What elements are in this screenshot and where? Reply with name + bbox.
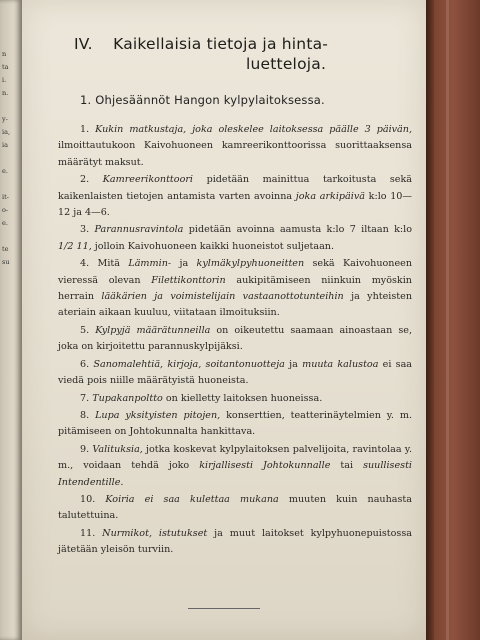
body-text: ilmoittautukoon Kaivohuoneen kamreerikonttoorissa suorittaaksensa määrätyt maksut. bbox=[58, 140, 412, 168]
rule-paragraph bbox=[58, 222, 412, 255]
emphasis-text: Koiria ei saa kulettaa mukana bbox=[105, 493, 279, 505]
rule-paragraph bbox=[58, 122, 412, 171]
body-text: 2. bbox=[80, 174, 103, 186]
body-text: ei saa viedä pois niille määrätyistä huoneista. bbox=[58, 358, 413, 387]
adjacent-page-fragment: e. bbox=[2, 219, 8, 227]
emphasis-text: Kylpyjä määrätunneilla bbox=[95, 324, 211, 336]
body-text: 4. Mitä bbox=[80, 258, 129, 270]
emphasis-text: Tupakanpoltto bbox=[92, 392, 163, 404]
body-text: ja yhteisten ateriain aikaan kuuluu, viitataan ilmoituksiin. bbox=[58, 291, 412, 319]
body-text: pidetään mainittua tarkoitusta sekä kaikenlaisten tietojen antamista varten avoinna bbox=[58, 174, 413, 202]
rule-paragraph bbox=[58, 172, 412, 221]
body-text: ja bbox=[284, 358, 303, 370]
body-text: 6. bbox=[80, 358, 94, 370]
rule-paragraph bbox=[58, 323, 412, 356]
section-title-line1: Kaikellaisia tietoja ja hinta- bbox=[113, 35, 329, 53]
rule-paragraph bbox=[58, 391, 412, 407]
rules-list bbox=[58, 122, 412, 560]
frame-inner-edge bbox=[426, 0, 434, 640]
rule-paragraph bbox=[58, 492, 412, 525]
adjacent-page-fragment: it- bbox=[2, 193, 9, 201]
body-text: 7. bbox=[80, 392, 93, 404]
subsection-heading: 1. Ohjesäännöt Hangon kylpylaitoksessa. bbox=[80, 93, 325, 107]
body-text: jotka koskevat kylpylaitoksen palvelijoita, ravintolaa y. m., voidaan tehdä joko bbox=[58, 443, 412, 472]
emphasis-text: muuta kalustoa bbox=[302, 358, 379, 370]
body-text: 8. bbox=[80, 409, 96, 421]
body-text: 9. bbox=[80, 443, 93, 455]
emphasis-text: Parannusravintola bbox=[94, 224, 184, 236]
body-text: sekä Kaivohuoneen vieressä olevan bbox=[58, 258, 413, 286]
document-page bbox=[22, 0, 426, 640]
emphasis-text: Nurmikot, istutukset bbox=[102, 527, 208, 539]
rule-paragraph bbox=[58, 408, 412, 441]
emphasis-text: joka arkipäivä bbox=[295, 190, 365, 202]
adjacent-page-fragment: su bbox=[2, 258, 10, 266]
body-text: 11. bbox=[80, 527, 103, 539]
body-text: k:lo 10—12 ja 4—6. bbox=[58, 190, 412, 219]
section-number: IV. bbox=[74, 35, 93, 53]
section-title-line2: luetteloja. bbox=[246, 55, 327, 73]
adjacent-page-fragment: te bbox=[2, 245, 9, 253]
divider-line bbox=[188, 608, 260, 609]
adjacent-page-fragment: ia bbox=[2, 141, 8, 149]
adjacent-page-fragment: ta bbox=[2, 63, 9, 71]
section-heading bbox=[74, 34, 404, 74]
adjacent-page-fragment: n. bbox=[2, 89, 9, 97]
emphasis-text: kirjallisesti Johtokunnalle bbox=[199, 460, 331, 472]
body-text: 3. bbox=[80, 224, 95, 236]
body-text: ja bbox=[171, 258, 197, 270]
frame-highlight bbox=[446, 0, 449, 640]
wooden-frame bbox=[434, 0, 480, 640]
emphasis-text: Lupa yksityisten pitojen, bbox=[95, 409, 221, 421]
adjacent-page-fragment: ia, bbox=[2, 128, 11, 136]
emphasis-text: 1/2 11, bbox=[58, 240, 92, 252]
adjacent-page-fragment: e. bbox=[2, 167, 8, 175]
emphasis-text: Kukin matkustaja, joka oleskelee laitoksessa päälle 3 päivän, bbox=[95, 124, 413, 135]
rule-paragraph bbox=[58, 256, 412, 322]
emphasis-text: Kamreerikonttoori bbox=[102, 174, 193, 186]
adjacent-page-fragment: n bbox=[2, 50, 7, 58]
body-text: jolloin Kaivohuoneen kaikki huoneistot suljetaan. bbox=[91, 240, 335, 252]
body-text: on oikeutettu saamaan ainoastaan se, joka on kirjoitettu parannuskylpijäksi. bbox=[58, 324, 412, 353]
emphasis-text: Sanomalehtiä, kirjoja, soitantonuotteja bbox=[93, 358, 285, 370]
emphasis-text: Valituksia, bbox=[92, 443, 143, 455]
rule-paragraph bbox=[58, 526, 412, 559]
emphasis-text: kylmäkylpyhuoneitten bbox=[196, 258, 305, 270]
body-text: 10. bbox=[80, 493, 106, 505]
body-text: ja muut laitokset kylpyhuonepuistossa jätetään yleisön turviin. bbox=[58, 527, 412, 556]
body-text: pidetään avoinna aamusta k:lo 7 iltaan k:lo bbox=[183, 224, 413, 236]
body-text: aukipitämiseen niinkuin myöskin herrain bbox=[58, 274, 412, 303]
body-text: konserttien, teatterinäytelmien y. m. pitämiseen on Johtokunnalta hankittava. bbox=[58, 409, 413, 438]
body-text: on kielletty laitoksen huoneissa. bbox=[162, 392, 323, 404]
body-text: muuten kuin nauhasta talutettuina. bbox=[58, 493, 412, 522]
emphasis-text: Lämmin- bbox=[128, 258, 172, 270]
emphasis-text: suullisesti Intendentille. bbox=[58, 460, 412, 488]
body-text: tai bbox=[330, 460, 364, 472]
adjacent-page-fragment: o- bbox=[2, 206, 9, 214]
rule-paragraph bbox=[58, 357, 412, 390]
rule-paragraph bbox=[58, 442, 412, 491]
emphasis-text: lääkärien ja voimistelijain vastaanottotunteihin bbox=[101, 291, 344, 303]
body-text: 5. bbox=[80, 324, 96, 336]
emphasis-text: Filettikonttorin bbox=[151, 274, 226, 286]
adjacent-page-fragment: i. bbox=[2, 76, 7, 84]
adjacent-page-edge bbox=[0, 0, 22, 640]
body-text: 1. bbox=[80, 124, 96, 135]
adjacent-page-fragment: y- bbox=[2, 115, 8, 123]
